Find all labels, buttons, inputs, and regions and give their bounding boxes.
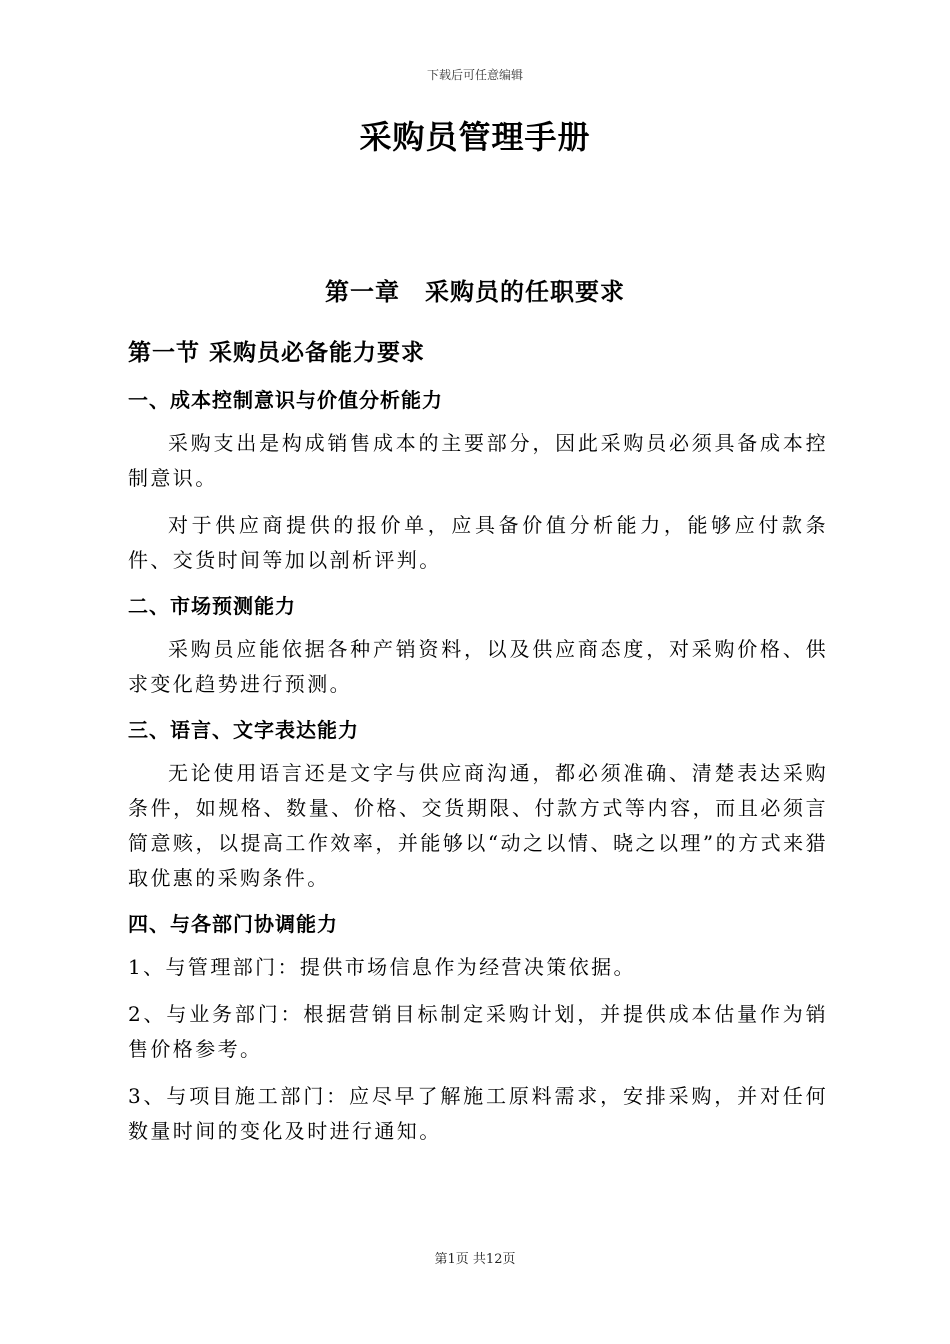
- section-title: 第一节 采购员必备能力要求: [128, 339, 426, 366]
- document-title: 采购员管理手册: [359, 118, 591, 156]
- list-item: 2、与业务部门：根据营销目标制定采购计划，并提供成本估量作为销售价格参考。: [128, 1002, 828, 1061]
- heading-cost-control: 一、成本控制意识与价值分析能力: [128, 388, 443, 412]
- paragraph: 采购支出是构成销售成本的主要部分，因此采购员必须具备成本控制意识。: [128, 431, 828, 490]
- document-body: [128, 336, 828, 1161]
- heading-coordination: 四、与各部门协调能力: [128, 912, 338, 936]
- paragraph: 对于供应商提供的报价单，应具备价值分析能力，能够应付款条件、交货时间等加以剖析评判。: [128, 513, 828, 572]
- page-footer: 第1页 共12页: [434, 1252, 516, 1267]
- list-item: 1、与管理部门：提供市场信息作为经营决策依据。: [128, 955, 636, 979]
- heading-expression: 三、语言、文字表达能力: [128, 718, 359, 742]
- paragraph: 无论使用语言还是文字与供应商沟通，都必须准确、清楚表达采购条件，如规格、数量、价格、交货期限、付款方式等内容，而且必须言简意赅，以提高工作效率，并能够以“动之以情、晓之以理”的方式来猎取优惠的采购条件。: [128, 761, 828, 890]
- header-note: 下载后可任意编辑: [426, 68, 523, 82]
- paragraph: 采购员应能依据各种产销资料，以及供应商态度，对采购价格、供求变化趋势进行预测。: [128, 637, 828, 696]
- heading-market-forecast: 二、市场预测能力: [128, 594, 296, 618]
- chapter-title: 第一章 采购员的任职要求: [325, 277, 625, 306]
- list-item: 3、与项目施工部门：应尽早了解施工原料需求，安排采购，并对任何数量时间的变化及时进行通知。: [128, 1084, 828, 1143]
